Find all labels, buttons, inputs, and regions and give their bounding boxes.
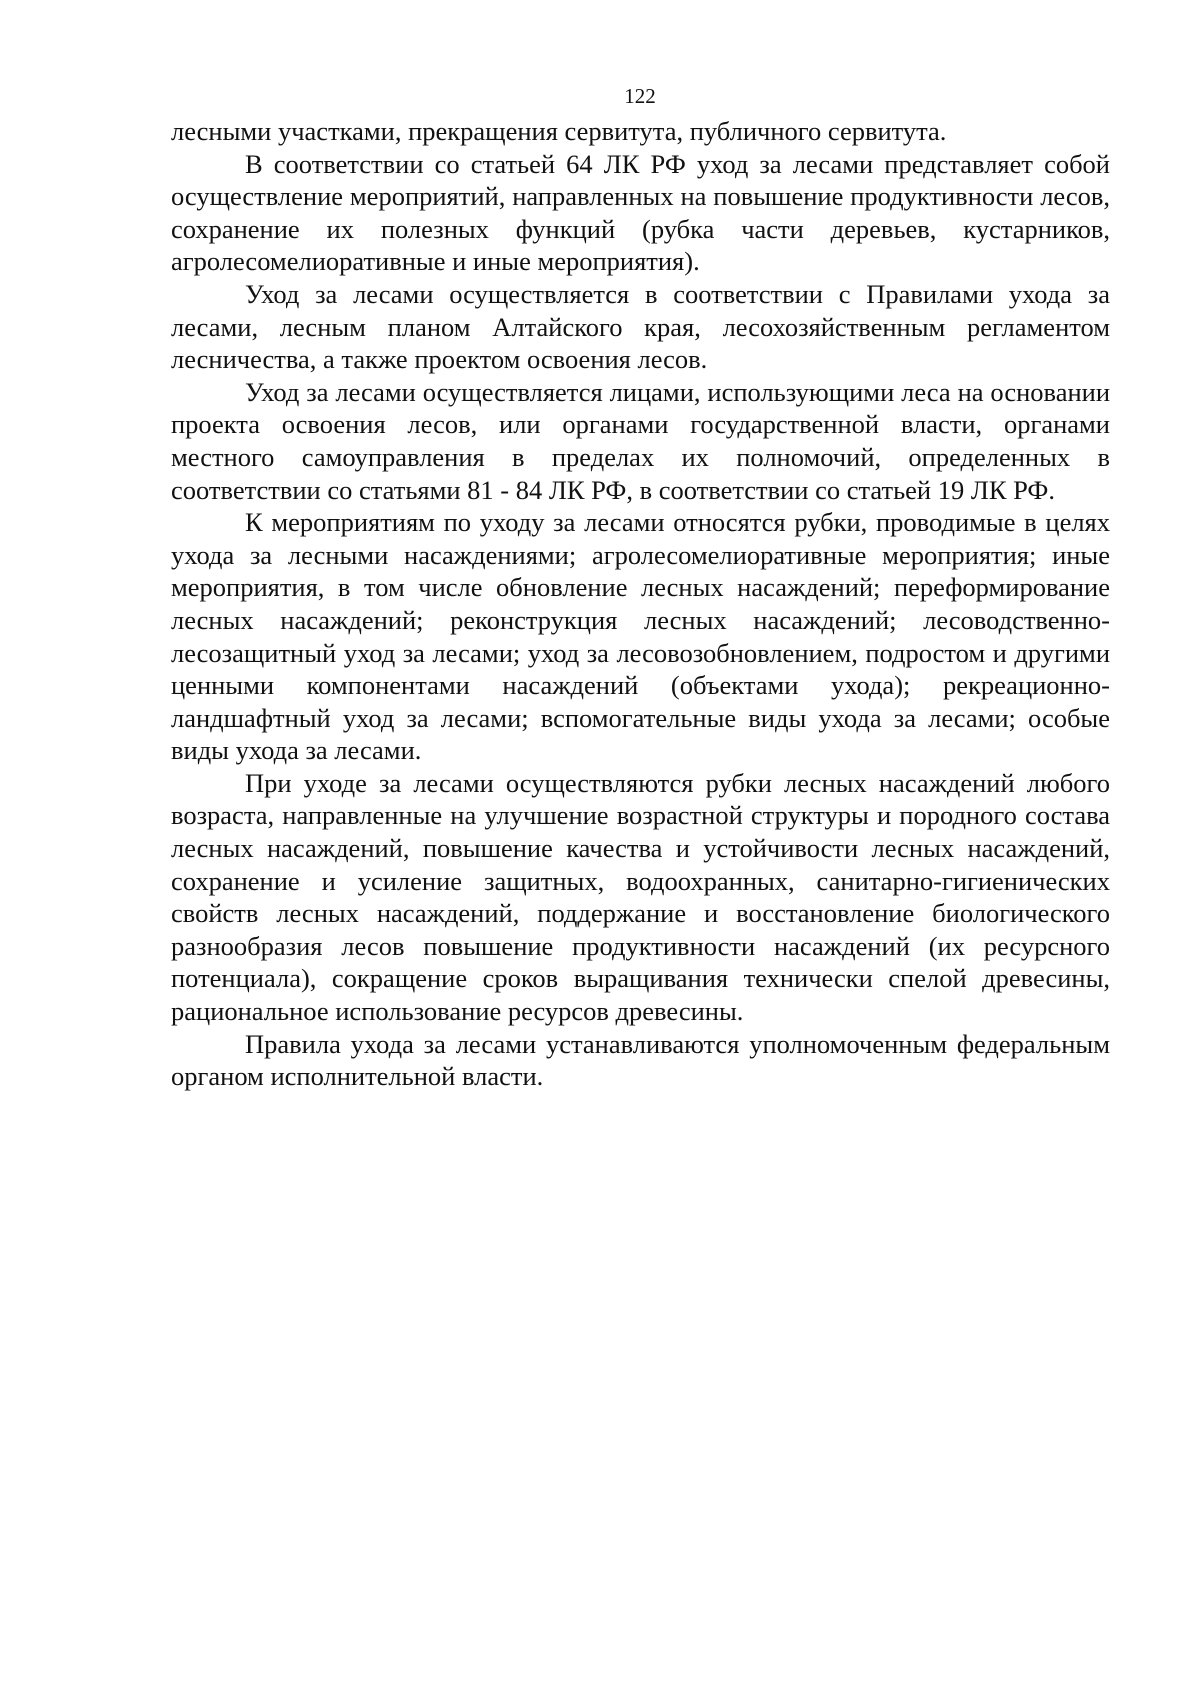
paragraph-continuation: лесными участками, прекращения сервитута, публичного сервитута. [171, 116, 947, 146]
page-number: 122 [624, 84, 656, 108]
document-body [171, 115, 1110, 1093]
paragraph-forest-care-authority: Правила ухода за лесами устанавливаются уполномоченным федеральным органом исполнительной власти. [171, 1028, 1110, 1092]
paragraph-forest-care-definition: В соответствии со статьей 64 ЛК РФ уход за лесами представляет собой осуществление мероприятий, направленных на повышение продуктивности лесов, сохранение их полезных функций (рубка части деревьев, кустарников, агролесомелиоративные и иные мероприятия). [171, 148, 1110, 277]
paragraph-forest-care-rules: Уход за лесами осуществляется в соответствии с Правилами ухода за лесами, лесным планом Алтайского края, лесохозяйственным регламентом лесничества, а также проектом освоения лесов. [171, 278, 1110, 375]
paragraph-forest-care-cuttings: При уходе за лесами осуществляются рубки лесных насаждений любого возраста, направленные на улучшение возрастной структуры и породного состава лесных насаждений, повышение качества и устойчивости лесных насаждений, сохранение и усиление защитных, водоохранных, санитарно-гигиенических свойств лесных насаждений, поддержание и восстановление биологического разнообразия лесов повышение продуктивности насаждений (их ресурсного потенциала), сокращение сроков выращивания технически спелой древесины, рациональное использование ресурсов древесины. [171, 767, 1110, 1027]
paragraph-forest-care-measures: К мероприятиям по уходу за лесами относятся рубки, проводимые в целях ухода за лесными насаждениями; агролесомелиоративные мероприятия; иные мероприятия, в том числе обновление лесных насаждений; переформирование лесных насаждений; реконструкция лесных насаждений; лесоводственно-лесозащитный уход за лесами; уход за лесовозобновлением, подростом и другими ценными компонентами насаждений (объектами ухода); рекреационно-ландшафтный уход за лесами; вспомогательные виды ухода за лесами; особые виды ухода за лесами. [171, 507, 1110, 766]
paragraph-forest-care-performers: Уход за лесами осуществляется лицами, использующими леса на основании проекта освоения лесов, или органами государственной власти, органами местного самоуправления в пределах их полномочий, определенных в соответствии со статьями 81 - 84 ЛК РФ, в соответствии со статьей 19 ЛК РФ. [171, 376, 1110, 505]
